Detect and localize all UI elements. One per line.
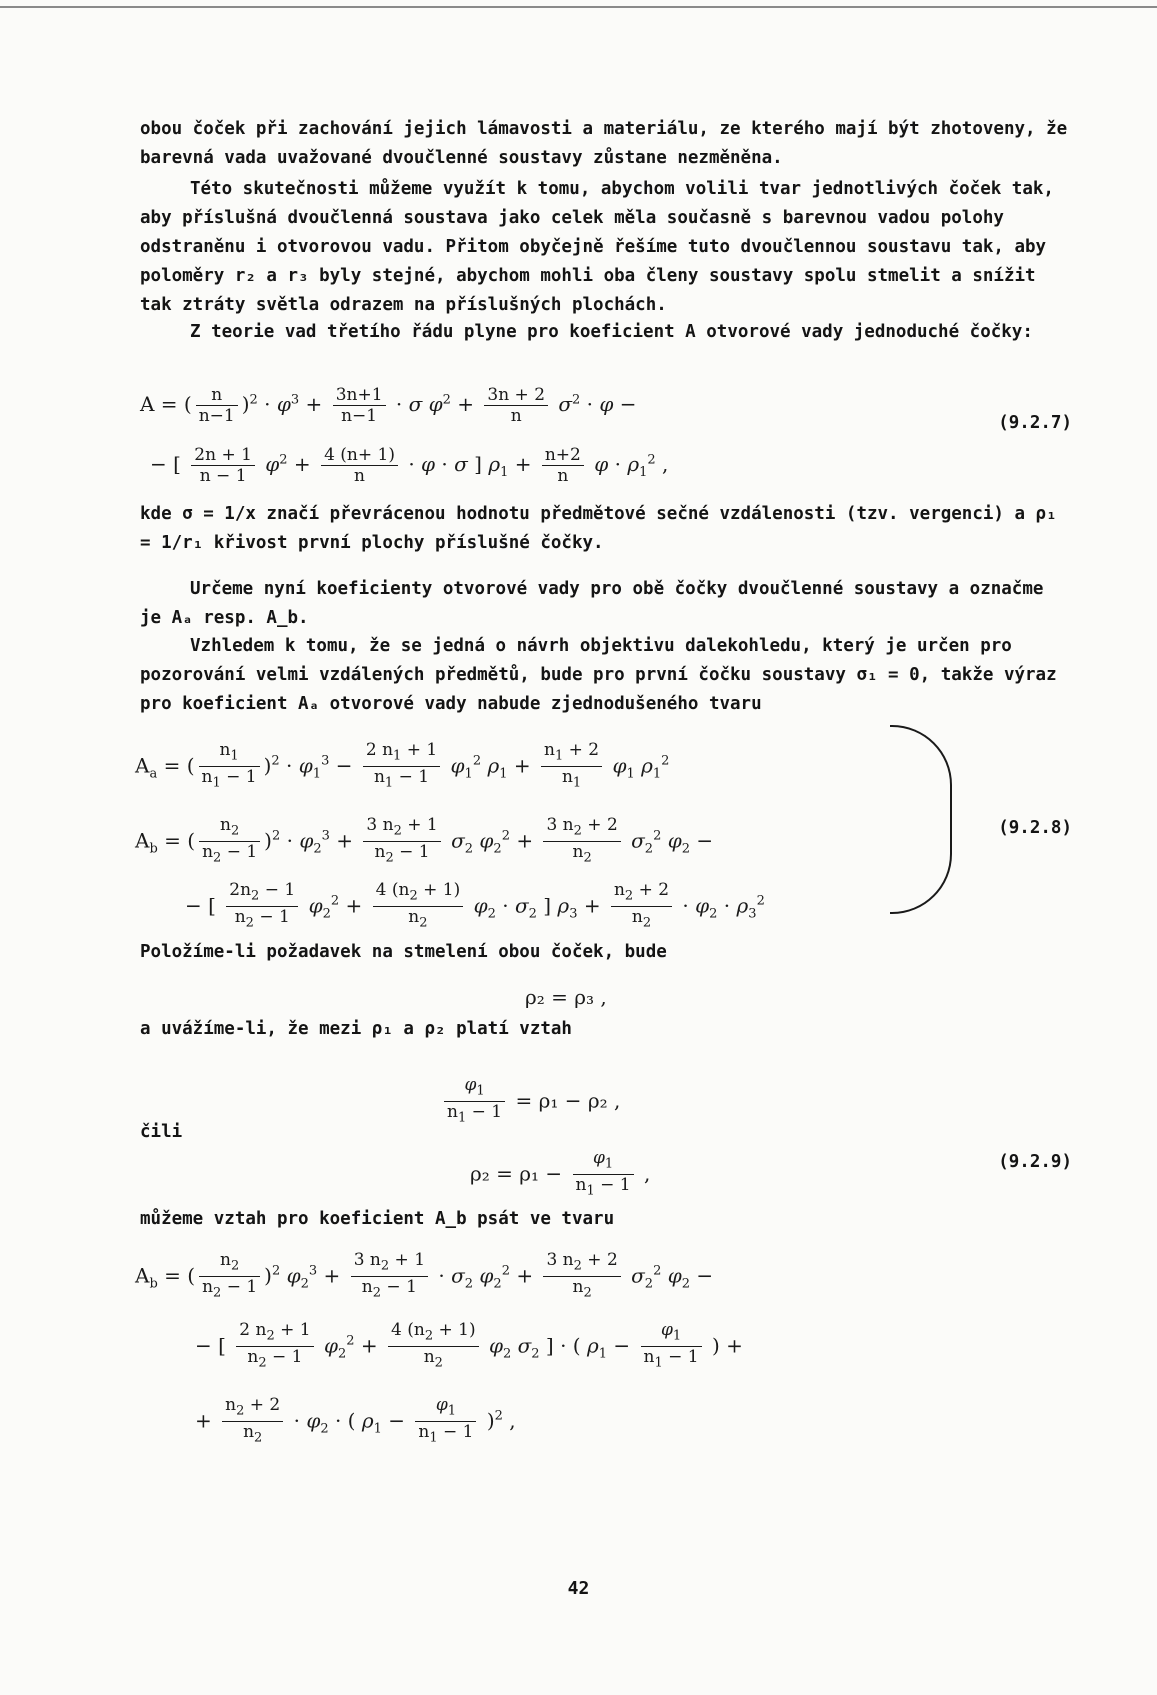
paragraph-2: Této skutečnosti můžeme využít k tomu, abychom volili tvar jednotlivých čoček tak, aby příslušná dvoučlenná soustava jako celek měla současně s barevnou vadou polohy odstraněnu i otvorovou vadu. Přitom obyčejně řešíme tuto dvoučlennou soustavu tak, aby poloměry r₂ a r₃ byly stejné, abychom mohli oba členy soustavy spolu stmelit a snížit tak ztráty světla odrazem na příslušných plochách. — [140, 179, 1054, 315]
paragraph-4: kde σ = 1/x značí převrácenou hodnotu předmětové sečné vzdálenosti (tzv. vergenci) a ρ₁ = 1/r₁ křivost první plochy příslušné čočky. — [140, 504, 1057, 553]
equation-Ab-line1: $A_b$ = ( $\frac{n_2}{n_2 - 1}$ )$^2 \cdot \varphi_2^3$ + $\frac{3 n_2 + 1}{n_2 - 1}$ $\sigma_2$ $\varphi_2^2$ + $\frac{3 n_2 + 2}{n_2}$ $\sigma_2^2$ $\varphi_2$ − — [135, 815, 714, 866]
equation-brace — [890, 725, 952, 914]
paragraph-8: a uvážíme-li, že mezi ρ₁ a ρ₂ platí vztah — [140, 1019, 572, 1039]
equation-Ab-line2: − [ $\frac{2n_2 - 1}{n_2 - 1}$ $\varphi_2^2$ + $\frac{4 (n_2 + 1)}{n_2}$ $\varphi_2 \cdot \sigma_2$ ] $\rho_3$ + $\frac{n_2 + 2}{n_2}$ · $\varphi_2 \cdot \rho_3^2$ — [185, 880, 765, 931]
equation-A-line1: A = ( $\frac{n}{n-1}$ )$^2 \cdot \varphi^3$ + $\frac{3n+1}{n-1}$ · σ $\varphi^2$ + $\frac{3n + 2}{n}$ $\sigma^2 \cdot \varphi$ − — [140, 385, 637, 426]
equation-number-9-2-9: (9.2.9) — [998, 1152, 1072, 1172]
equation-Ab2-line1: $A_b$ = ( $\frac{n_2}{n_2 - 1}$ )$^2$ $\varphi_2^3$ + $\frac{3 n_2 + 1}{n_2 - 1}$ · $\sigma_2$ $\varphi_2^2$ + $\frac{3 n_2 + 2}{n_2}$ $\sigma_2^2$ $\varphi_2$ − — [135, 1250, 714, 1301]
equation-Ab2-line2: − [ $\frac{2 n_2 + 1}{n_2 - 1}$ $\varphi_2^2$ + $\frac{4 (n_2 + 1)}{n_2}$ $\varphi_2$ $\sigma_2$ ] · ( $\rho_1$ − $\frac{\varphi_1}{n_1 - 1}$ ) + — [195, 1320, 743, 1371]
equation-rho2-lhs: ρ₂ = ρ₁ − — [470, 1161, 563, 1186]
equation-rho-relation-rhs: = ρ₁ − ρ₂ , — [515, 1088, 621, 1113]
page-number: 42 — [567, 1578, 590, 1599]
paragraph-6: Vzhledem k tomu, že se jedná o návrh objektivu dalekohledu, který je určen pro pozorování velmi vzdálených předmětů, bude pro první čočku soustavy σ₁ = 0, takže výraz pro koeficient Aₐ otvorové vady nabude zjednodušeného tvaru — [140, 636, 1057, 714]
equation-number-9-2-8: (9.2.8) — [998, 818, 1072, 838]
top-rule — [0, 6, 1157, 8]
equation-cement: ρ₂ = ρ₃ , — [525, 985, 607, 1009]
equation-rho2: ρ₂ = ρ₁ − $\frac{\varphi_1}{n_1 - 1}$ , — [470, 1148, 651, 1199]
equation-number-9-2-7: (9.2.7) — [998, 413, 1072, 433]
paragraph-7: Položíme-li požadavek na stmelení obou čoček, bude — [140, 942, 667, 962]
equation-rho-relation: $\frac{\varphi_1}{n_1 - 1}$ = ρ₁ − ρ₂ , — [440, 1075, 620, 1129]
paragraph-1: obou čoček při zachování jejich lámavosti a materiálu, ze kterého mají být zhotoveny, že barevná vada uvažované dvoučlenné soustavy zůstane nezměněna. — [140, 119, 1068, 168]
paragraph-3: Z teorie vad třetího řádu plyne pro koeficient A otvorové vady jednoduché čočky: — [190, 322, 1033, 342]
paragraph-10: můžeme vztah pro koeficient A_b psát ve tvaru — [140, 1209, 615, 1229]
equation-A-line2: − [ $\frac{2n + 1}{n - 1}$ $\varphi^2$ + $\frac{4 (n+ 1)}{n}$ · φ · σ ] $\rho_1$ + $\frac{n+2}{n}$ $\varphi \cdot \rho_1^2$ , — [150, 445, 669, 486]
paragraph-5: Určeme nyní koeficienty otvorové vady pro obě čočky dvoučlenné soustavy a označme je Aₐ resp. A_b. — [140, 579, 1044, 628]
paragraph-9: čili — [140, 1122, 183, 1142]
equation-Ab2-line3: + $\frac{n_2 + 2}{n_2}$ · $\varphi_2$ · ( $\rho_1$ − $\frac{\varphi_1}{n_1 - 1}$ )$^2$ , — [195, 1395, 516, 1446]
equation-Aa: $A_a$ = ( $\frac{n_1}{n_1 - 1}$ )$^2 \cdot \varphi_1^3$ − $\frac{2 n_1 + 1}{n_1 - 1}$ $\varphi_1^2$ $\rho_1$ + $\frac{n_1 + 2}{n_1}$ $\varphi_1$ $\rho_1^2$ — [135, 740, 670, 791]
